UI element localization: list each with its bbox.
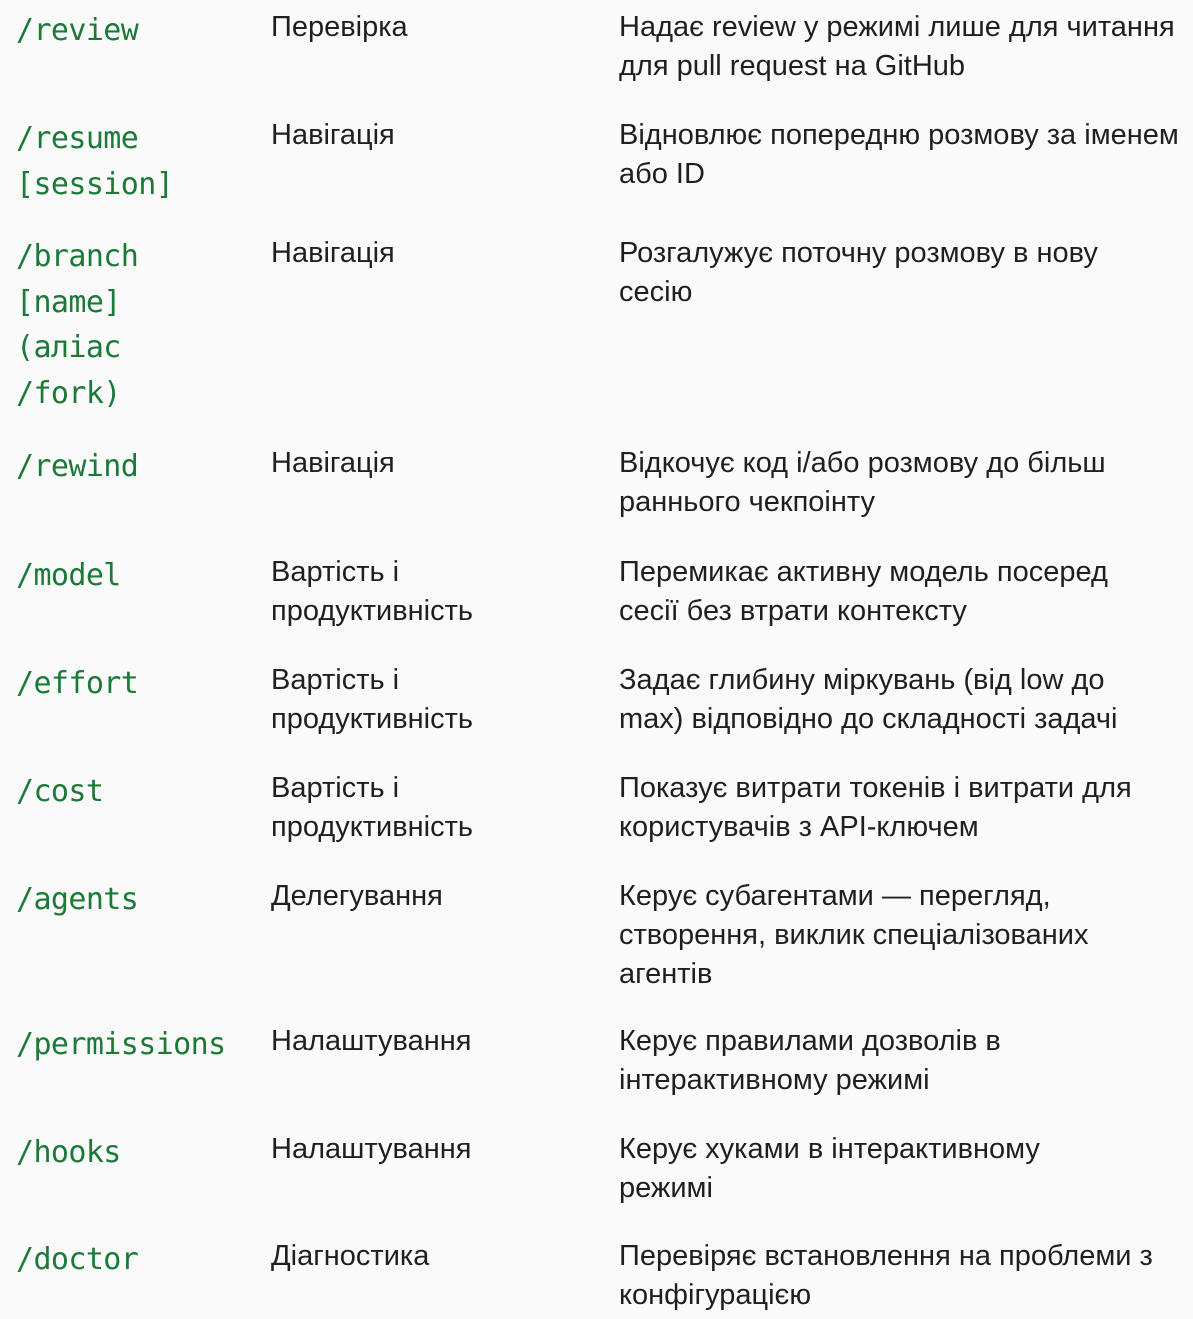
category-cell: Делегування xyxy=(271,880,443,912)
description-cell: Показує витрати токенів і витрати для користувачів з API-ключем xyxy=(619,772,1132,843)
command-cell: /cost xyxy=(16,774,104,809)
category-cell: Вартість і продуктивність xyxy=(271,664,473,735)
description-cell: Відновлює попередню розмову за іменем або ID xyxy=(619,119,1179,190)
description-cell: Розгалужує поточну розмову в нову сесію xyxy=(619,237,1098,308)
command-cell: /doctor xyxy=(16,1242,139,1277)
category-cell: Навігація xyxy=(271,119,395,151)
command-cell: /agents xyxy=(16,882,139,917)
category-cell: Перевірка xyxy=(271,11,408,43)
category-cell: Навігація xyxy=(271,237,395,269)
description-cell: Перевіряє встановлення на проблеми з конфігурацією xyxy=(619,1240,1153,1311)
category-cell: Налаштування xyxy=(271,1025,472,1057)
description-cell: Надає review у режимі лише для читання для pull request на GitHub xyxy=(619,11,1175,82)
category-cell: Навігація xyxy=(271,447,395,479)
command-cell: /hooks xyxy=(16,1135,121,1170)
description-cell: Керує хуками в інтерактивному режимі xyxy=(619,1133,1040,1204)
command-cell: /effort xyxy=(16,666,139,701)
description-cell: Відкочує код і/або розмову до більш раннього чекпоінту xyxy=(619,447,1106,518)
description-cell: Задає глибину міркувань (від low до max) відповідно до складності задачі xyxy=(619,664,1118,735)
category-cell: Вартість і продуктивність xyxy=(271,556,473,627)
command-cell: /branch [name] (аліас /fork) xyxy=(16,239,139,411)
command-cell: /resume [session] xyxy=(16,121,174,202)
category-cell: Вартість і продуктивність xyxy=(271,772,473,843)
command-cell: /model xyxy=(16,558,121,593)
category-cell: Налаштування xyxy=(271,1133,472,1165)
description-cell: Перемикає активну модель посеред сесії без втрати контексту xyxy=(619,556,1108,627)
command-cell: /review xyxy=(16,13,139,48)
description-cell: Керує субагентами — перегляд, створення, виклик спеціалізованих агентів xyxy=(619,880,1089,990)
description-cell: Керує правилами дозволів в інтерактивному режимі xyxy=(619,1025,1001,1096)
command-cell: /rewind xyxy=(16,449,139,484)
command-cell: /permissions xyxy=(16,1027,226,1062)
category-cell: Діагностика xyxy=(271,1240,430,1272)
